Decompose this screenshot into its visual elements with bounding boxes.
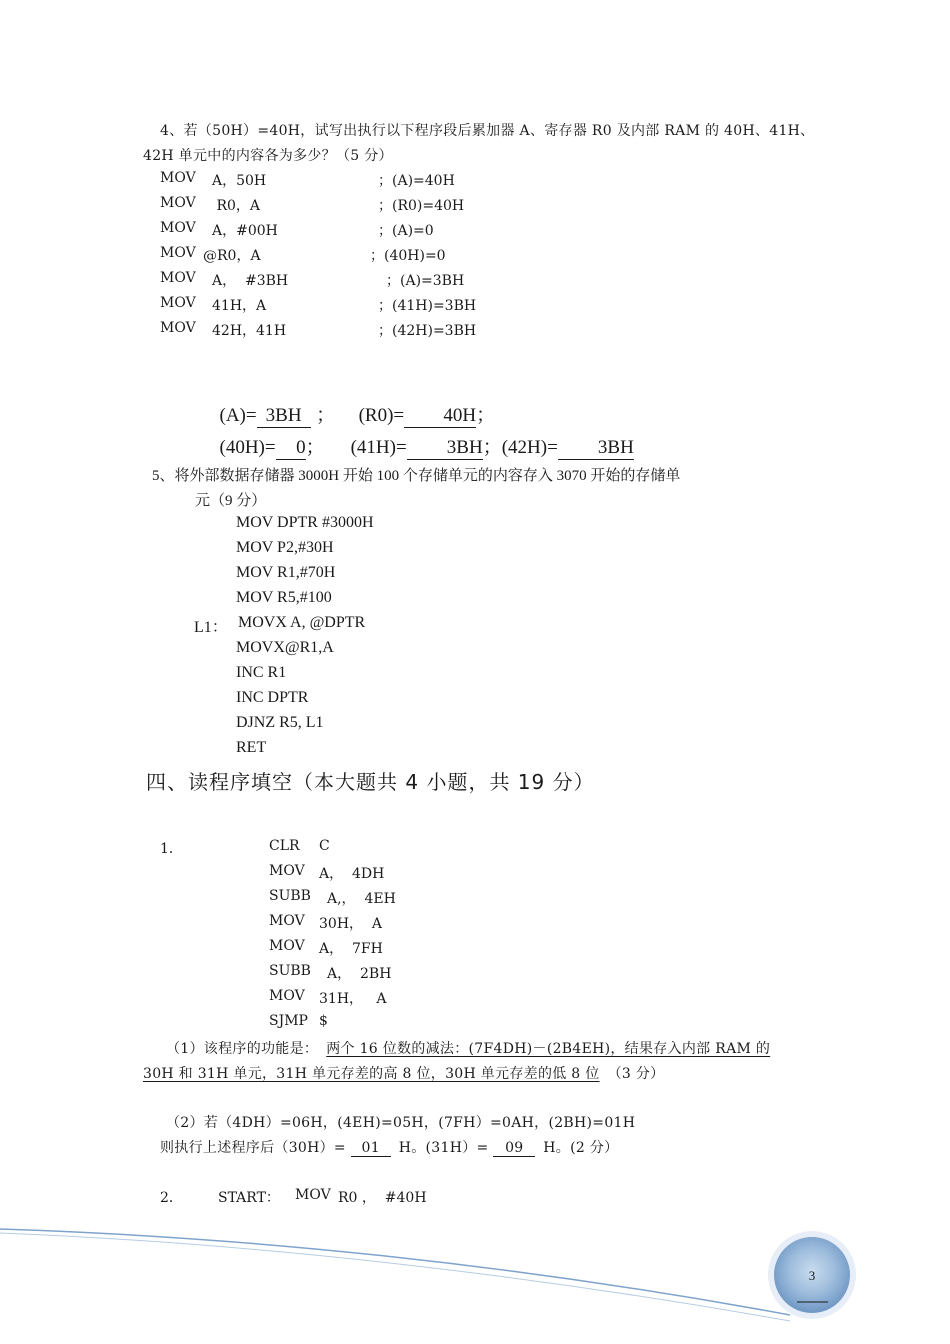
code-comment: ；(A)=40H bbox=[378, 173, 455, 189]
code-args: $ bbox=[319, 1013, 328, 1029]
code-args: 41H，A bbox=[212, 298, 267, 314]
code-op: CLR bbox=[269, 838, 300, 854]
answer-text: 两个 16 位数的减法：(7F4DH)－(2B4EH)，结果存入内部 RAM 的 bbox=[326, 1041, 771, 1057]
code-args: A，#00H bbox=[212, 223, 278, 239]
code-op: SUBB bbox=[269, 963, 311, 979]
code-args: C bbox=[319, 838, 330, 854]
code-args: A， 4DH bbox=[319, 866, 385, 882]
q5-line1: 5、将外部数据存储器 3000H 开始 100 个存储单元的内容存入 3070 开始的存储单 bbox=[152, 468, 681, 484]
footer-curve-line bbox=[0, 1233, 790, 1321]
code-args: A， 7FH bbox=[319, 941, 383, 957]
code-args: 30H， A bbox=[319, 916, 383, 932]
p1-question1-line2 bbox=[143, 1063, 664, 1083]
q4-line1: 4、若（50H）=40H，试写出执行以下程序段后累加器 A、寄存器 R0 及内部 RAM 的 40H、41H、 bbox=[160, 123, 815, 139]
answer-separator: ； bbox=[482, 437, 502, 458]
program-number: 1． bbox=[160, 841, 183, 857]
q5-line2: 元（9 分） bbox=[195, 493, 267, 509]
p1-question1-line1 bbox=[166, 1038, 770, 1058]
answer-r0-label: (R0)= bbox=[358, 405, 405, 426]
code-label-start: START： bbox=[218, 1190, 280, 1206]
program-number: 2． bbox=[160, 1190, 183, 1206]
code-line: MOV R1,#70H bbox=[236, 564, 336, 581]
code-line: RET bbox=[236, 739, 267, 756]
answer-separator: ； bbox=[476, 405, 496, 426]
code-args: 31H， A bbox=[319, 991, 387, 1007]
p1-question2-line2 bbox=[160, 1137, 618, 1157]
code-line: MOVX A, @DPTR bbox=[238, 614, 366, 631]
code-op: MOV bbox=[269, 863, 305, 879]
code-op: MOV bbox=[160, 295, 196, 311]
code-args: R0，A bbox=[212, 198, 261, 214]
answer-40h-label: (40H)= bbox=[219, 437, 276, 458]
answer-text: 30H 和 31H 单元，31H 单元存差的高 8 位，30H 单元存差的低 8 位 bbox=[143, 1066, 600, 1082]
code-args: A， 2BH bbox=[327, 966, 392, 982]
code-args: R0 ， #40H bbox=[338, 1190, 427, 1206]
code-line: INC R1 bbox=[236, 664, 287, 681]
code-op: MOV bbox=[269, 913, 305, 929]
code-op: MOV bbox=[160, 320, 196, 336]
question-suffix: H。(2 分） bbox=[543, 1140, 619, 1156]
code-line: MOV R5,#100 bbox=[236, 589, 332, 606]
code-op: MOV bbox=[269, 938, 305, 954]
code-comment: ；(A)=0 bbox=[378, 223, 434, 239]
code-line: DJNZ R5, L1 bbox=[236, 714, 324, 731]
footer-curve-line bbox=[0, 1229, 790, 1315]
code-op: MOV bbox=[160, 245, 196, 261]
code-comment: ；(A)=3BH bbox=[386, 273, 465, 289]
code-op: MOV bbox=[269, 988, 305, 1004]
code-op: MOV bbox=[160, 270, 196, 286]
code-args: 42H，41H bbox=[212, 323, 287, 339]
code-op: SJMP bbox=[269, 1013, 308, 1029]
code-op: MOV bbox=[295, 1187, 331, 1203]
q4-answer-line2 bbox=[210, 410, 634, 460]
code-line: INC DPTR bbox=[236, 689, 309, 706]
section-heading: 四、读程序填空（本大题共 4 小题，共 19 分） bbox=[146, 770, 595, 794]
code-line: MOVX@R1,A bbox=[236, 639, 334, 656]
code-comment: ；(41H)=3BH bbox=[378, 298, 477, 314]
code-args: A,， 4EH bbox=[327, 891, 396, 907]
code-args: @R0，A bbox=[203, 248, 261, 264]
answer-41h-label: (41H)= bbox=[350, 437, 407, 458]
answer-a-value: 3BH bbox=[257, 406, 311, 428]
code-op: MOV bbox=[160, 220, 196, 236]
answer-41h-value: 3BH bbox=[407, 438, 483, 460]
code-args: A，50H bbox=[212, 173, 267, 189]
code-label-l1: L1： bbox=[194, 619, 228, 636]
answer-42h-label: (42H)= bbox=[501, 437, 558, 458]
q4-line2: 42H 单元中的内容各为多少？（5 分） bbox=[143, 148, 393, 164]
code-comment: ；(42H)=3BH bbox=[378, 323, 477, 339]
answer-separator: ； bbox=[316, 405, 336, 426]
answer-r0-value: 40H bbox=[404, 406, 476, 428]
code-line: MOV P2,#30H bbox=[236, 539, 334, 556]
question-prefix: （1）该程序的功能是： bbox=[166, 1041, 319, 1057]
answer-42h-value: 3BH bbox=[558, 438, 634, 460]
code-comment: ；(R0)=40H bbox=[378, 198, 465, 214]
code-op: SUBB bbox=[269, 888, 311, 904]
p1-question2-line1: （2）若（4DH）=06H，(4EH)=05H，(7FH）=0AH，(2BH)=01H bbox=[166, 1115, 636, 1131]
code-op: MOV bbox=[160, 170, 196, 186]
answer-31h: 09 bbox=[493, 1141, 535, 1157]
question-points: （3 分） bbox=[607, 1066, 665, 1082]
page-number: 3 bbox=[808, 1268, 816, 1283]
question-middle: H。(31H）= bbox=[398, 1140, 494, 1156]
code-args: A， #3BH bbox=[212, 273, 289, 289]
question-prefix: 则执行上述程序后（30H）= bbox=[160, 1140, 351, 1156]
answer-40h-value: 0 bbox=[276, 438, 306, 460]
code-comment: ；(40H)=0 bbox=[370, 248, 446, 264]
answer-30h: 01 bbox=[351, 1141, 391, 1157]
code-line: MOV DPTR #3000H bbox=[236, 514, 374, 531]
answer-a-label: (A)= bbox=[219, 405, 257, 426]
answer-separator: ； bbox=[305, 437, 325, 458]
code-op: MOV bbox=[160, 195, 196, 211]
